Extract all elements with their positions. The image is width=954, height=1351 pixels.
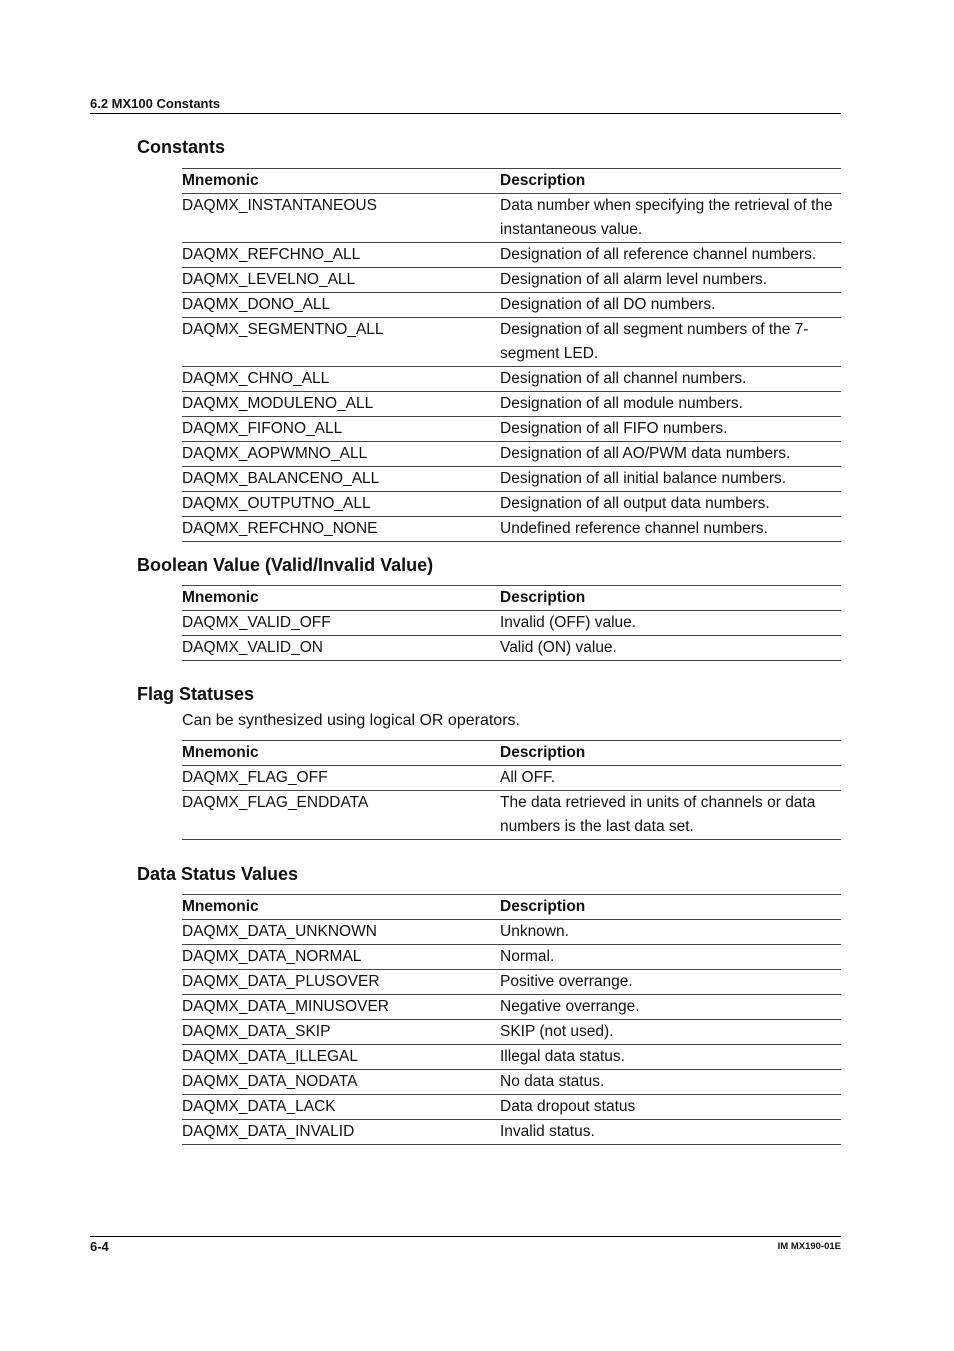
mnemonic-cell: DAQMX_VALID_OFF — [182, 611, 500, 636]
table-row — [182, 1070, 841, 1095]
column-header-description: Description — [500, 741, 841, 766]
table-row — [182, 318, 841, 367]
constants-table — [182, 168, 841, 542]
document-id: IM MX190-01E — [777, 1241, 841, 1252]
mnemonic-cell: DAQMX_DATA_NODATA — [182, 1070, 500, 1095]
mnemonic-cell: DAQMX_DATA_LACK — [182, 1095, 500, 1120]
section-title: Data Status Values — [137, 864, 299, 884]
table-row — [182, 467, 841, 492]
mnemonic-cell: DAQMX_MODULENO_ALL — [182, 392, 500, 417]
table-row — [182, 1120, 841, 1145]
section-title: Constants — [137, 137, 226, 157]
description-cell: Designation of all channel numbers. — [500, 367, 841, 392]
table-row — [182, 417, 841, 442]
mnemonic-cell: DAQMX_DATA_UNKNOWN — [182, 920, 500, 945]
mnemonic-cell: DAQMX_AOPWMNO_ALL — [182, 442, 500, 467]
description-cell: SKIP (not used). — [500, 1020, 841, 1045]
description-cell: Designation of all FIFO numbers. — [500, 417, 841, 442]
description-cell: Designation of all module numbers. — [500, 392, 841, 417]
description-cell: The data retrieved in units of channels or data numbers is the last data set. — [500, 791, 841, 840]
description-cell: Designation of all segment numbers of the 7-segment LED. — [500, 318, 841, 367]
section-title: Boolean Value (Valid/Invalid Value) — [137, 555, 434, 575]
description-cell: Designation of all initial balance numbers. — [500, 467, 841, 492]
description-cell: Positive overrange. — [500, 970, 841, 995]
mnemonic-cell: DAQMX_DATA_INVALID — [182, 1120, 500, 1145]
table-row — [182, 392, 841, 417]
mnemonic-cell: DAQMX_DATA_PLUSOVER — [182, 970, 500, 995]
table-header-row — [182, 586, 841, 611]
table-header-row — [182, 169, 841, 194]
description-cell: Undefined reference channel numbers. — [500, 517, 841, 542]
table-header-row — [182, 895, 841, 920]
table-row — [182, 945, 841, 970]
description-cell: Designation of all reference channel numbers. — [500, 243, 841, 268]
mnemonic-cell: DAQMX_DATA_ILLEGAL — [182, 1045, 500, 1070]
description-cell: Invalid (OFF) value. — [500, 611, 841, 636]
mnemonic-cell: DAQMX_LEVELNO_ALL — [182, 268, 500, 293]
table-row — [182, 995, 841, 1020]
description-cell: Data dropout status — [500, 1095, 841, 1120]
column-header-mnemonic: Mnemonic — [182, 741, 500, 766]
table-row — [182, 970, 841, 995]
mnemonic-cell: DAQMX_FLAG_OFF — [182, 766, 500, 791]
mnemonic-cell: DAQMX_VALID_ON — [182, 636, 500, 661]
mnemonic-cell: DAQMX_FLAG_ENDDATA — [182, 791, 500, 840]
mnemonic-cell: DAQMX_FIFONO_ALL — [182, 417, 500, 442]
table-row — [182, 194, 841, 243]
data-status-table — [182, 894, 841, 1145]
table-row — [182, 1020, 841, 1045]
table-row — [182, 611, 841, 636]
mnemonic-cell: DAQMX_SEGMENTNO_ALL — [182, 318, 500, 367]
column-header-mnemonic: Mnemonic — [182, 169, 500, 194]
table-row — [182, 243, 841, 268]
mnemonic-cell: DAQMX_OUTPUTNO_ALL — [182, 492, 500, 517]
description-cell: Normal. — [500, 945, 841, 970]
description-cell: Designation of all alarm level numbers. — [500, 268, 841, 293]
table-row — [182, 492, 841, 517]
description-cell: Invalid status. — [500, 1120, 841, 1145]
description-cell: Negative overrange. — [500, 995, 841, 1020]
table-row — [182, 1045, 841, 1070]
mnemonic-cell: DAQMX_DONO_ALL — [182, 293, 500, 318]
mnemonic-cell: DAQMX_DATA_NORMAL — [182, 945, 500, 970]
mnemonic-cell: DAQMX_REFCHNO_ALL — [182, 243, 500, 268]
table-row — [182, 442, 841, 467]
table-row — [182, 636, 841, 661]
description-cell: All OFF. — [500, 766, 841, 791]
column-header-mnemonic: Mnemonic — [182, 586, 500, 611]
column-header-description: Description — [500, 895, 841, 920]
footer-rule — [90, 1236, 841, 1237]
table-row — [182, 791, 841, 840]
description-cell: Illegal data status. — [500, 1045, 841, 1070]
table-row — [182, 293, 841, 318]
description-cell: Unknown. — [500, 920, 841, 945]
boolean-table — [182, 585, 841, 661]
running-header: 6.2 MX100 Constants — [90, 96, 841, 114]
table-row — [182, 517, 841, 542]
table-row — [182, 766, 841, 791]
mnemonic-cell: DAQMX_DATA_MINUSOVER — [182, 995, 500, 1020]
table-row — [182, 268, 841, 293]
table-row — [182, 920, 841, 945]
page-number: 6-4 — [90, 1239, 109, 1254]
description-cell: Data number when specifying the retrieval of the instantaneous value. — [500, 194, 841, 243]
mnemonic-cell: DAQMX_REFCHNO_NONE — [182, 517, 500, 542]
mnemonic-cell: DAQMX_INSTANTANEOUS — [182, 194, 500, 243]
section-title: Flag Statuses — [137, 684, 255, 704]
column-header-description: Description — [500, 586, 841, 611]
column-header-description: Description — [500, 169, 841, 194]
column-header-mnemonic: Mnemonic — [182, 895, 500, 920]
description-cell: Valid (ON) value. — [500, 636, 841, 661]
mnemonic-cell: DAQMX_DATA_SKIP — [182, 1020, 500, 1045]
description-cell: Designation of all AO/PWM data numbers. — [500, 442, 841, 467]
description-cell: No data status. — [500, 1070, 841, 1095]
table-row — [182, 1095, 841, 1120]
flag-table — [182, 740, 841, 840]
description-cell: Designation of all DO numbers. — [500, 293, 841, 318]
section-note: Can be synthesized using logical OR operators. — [182, 712, 520, 729]
table-header-row — [182, 741, 841, 766]
mnemonic-cell: DAQMX_CHNO_ALL — [182, 367, 500, 392]
description-cell: Designation of all output data numbers. — [500, 492, 841, 517]
table-row — [182, 367, 841, 392]
mnemonic-cell: DAQMX_BALANCENO_ALL — [182, 467, 500, 492]
